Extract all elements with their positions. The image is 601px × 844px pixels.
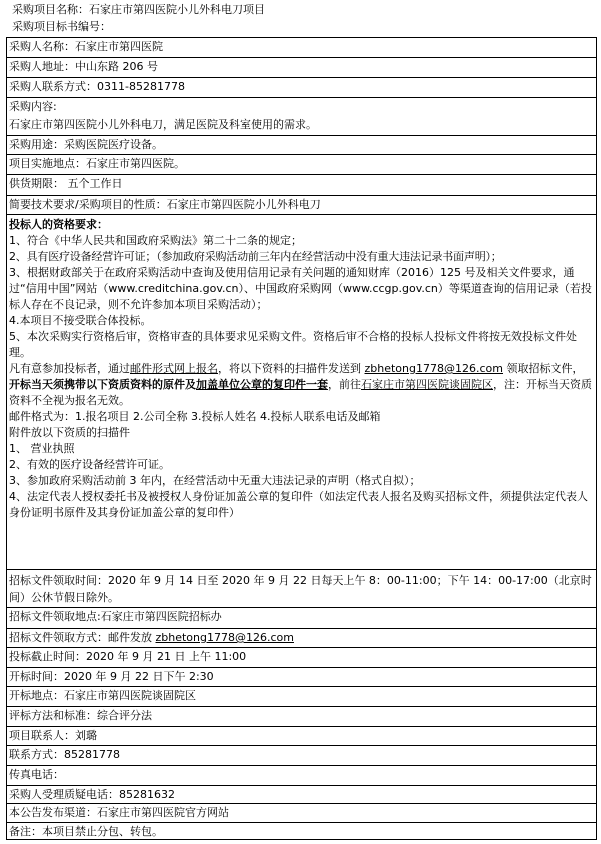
- project-location: 项目实施地点：石家庄市第四医院。: [6, 154, 596, 174]
- mail-format: 邮件格式为：1.报名项目 2.公司全称 3.投标人姓名 4.投标人联系电话及邮箱: [9, 410, 381, 423]
- purchase-content: [6, 97, 596, 135]
- evaluation-method: 评标方法和标准：综合评分法: [6, 706, 596, 726]
- registration-email-link[interactable]: zbhetong1778@126.com: [364, 362, 503, 375]
- purchaser-address: 采购人地址：中山东路 206 号: [6, 57, 596, 77]
- reg-requirement: 开标当天须携带以下资质资料的原件及: [9, 378, 196, 391]
- opening-place: 开标地点：石家庄市第四医院谈固院区: [6, 686, 596, 706]
- bidder-qualifications: [6, 214, 596, 569]
- fax-number: 传真电话：: [6, 765, 596, 785]
- qualification-item: 3、根据财政部关于在政府采购活动中查询及使用信用记录有关问题的通知财库（2016）125 号及相关文件要求，通过“信用中国”网站（www.creditchina.gov.cn）、中国政府采购网（www.ccgp.gov.cn）等渠道查询的信用记录（若投标人存在不良记录，则不允许参加本项目采购活动）；: [9, 266, 592, 311]
- qualification-item: 5、本次采购实行资格后审，资格审查的具体要求见采购文件。资格后审不合格的投标人投标文件将按无效投标文件处理。: [9, 330, 577, 359]
- reg-requirement-copy: 加盖单位公章的复印件一套: [196, 378, 328, 391]
- qualification-item: 1、符合《中华人民共和国政府采购法》第二十二条的规定；: [9, 234, 302, 247]
- reg-text: 凡有意参加投标者，通过: [9, 362, 130, 375]
- publish-channel: 本公告发布渠道：石家庄市第四医院官方网站: [6, 803, 596, 822]
- reg-text: ，前往: [328, 378, 361, 391]
- qualifications-title: 投标人的资格要求：: [9, 218, 108, 231]
- delivery-period: 供货期限： 五个工作日: [6, 174, 596, 195]
- reg-venue: 石家庄市第四医院谈固院区: [361, 378, 493, 391]
- remark: 备注：本项目禁止分包、转包。: [6, 822, 596, 840]
- project-name: 采购项目名称：石家庄市第四医院小儿外科电刀项目: [12, 3, 265, 16]
- document-collection-method: [6, 628, 596, 647]
- bid-deadline: 投标截止时间：2020 年 9 月 21 日 上午 11:00: [6, 647, 596, 667]
- purchaser-name: 采购人名称：石家庄市第四医院: [6, 37, 596, 57]
- attachment-item: 1、 营业执照: [9, 442, 75, 455]
- qualification-item: 2、具有医疗设备经营许可证；（参加政府采购活动前三年内在经营活动中没有重大违法记录书面声明）；: [9, 250, 502, 263]
- collection-email-link[interactable]: zbhetong1778@126.com: [155, 631, 294, 644]
- qualification-item: 4.本项目不接受联合体投标。: [9, 314, 152, 327]
- technical-requirements: 简要技术要求/采购项目的性质：石家庄市第四医院小儿外科电刀: [6, 195, 596, 214]
- attachment-item: 2、有效的医疗设备经营许可证。: [9, 458, 170, 471]
- document-collection-place: 招标文件领取地点:石家庄市第四医院招标办: [6, 607, 596, 628]
- attachment-item: 4、法定代表人授权委托书及被授权人身份证加盖公章的复印件（如法定代表人报名及购买招标文件，须提供法定代表人身份证明书原件及其身份证加盖公章的复印件）: [9, 490, 588, 519]
- reg-method: 邮件形式网上报名: [130, 362, 218, 375]
- reg-text: ，将以下资料的扫描件发送到: [218, 362, 365, 375]
- complaint-phone: 采购人受理质疑电话：85281632: [6, 785, 596, 803]
- purchase-purpose: 采购用途：采购医院医疗设备。: [6, 135, 596, 154]
- table-right-border: [596, 37, 597, 840]
- attachment-item: 3、参加政府采购活动前 3 年内，在经营活动中无重大违法记录的声明（格式自拟）；: [9, 474, 421, 487]
- purchase-content-text: 石家庄市第四医院小儿外科电刀，满足医院及科室使用的需求。: [9, 118, 317, 131]
- purchaser-contact: 采购人联系方式：0311-85281778: [6, 77, 596, 97]
- contact-phone: 联系方式：85281778: [6, 745, 596, 765]
- reg-note: ，注：开标当天资质资料不全视为报名无效。: [9, 378, 592, 407]
- reg-text: 领取招标文件，: [502, 362, 584, 375]
- method-label: 招标文件领取方式：邮件发放: [9, 631, 156, 644]
- opening-time: 开标时间：2020 年 9 月 22 日下午 2:30: [6, 667, 596, 686]
- purchase-content-label: 采购内容:: [9, 100, 57, 113]
- registration-instructions: [9, 361, 593, 409]
- project-contact-person: 项目联系人：刘璐: [6, 726, 596, 745]
- tender-number: 采购项目标书编号：: [12, 20, 111, 33]
- attachment-title: 附件放以下资质的扫描件: [9, 426, 130, 439]
- document-collection-time: 招标文件领取时间：2020 年 9 月 14 日至 2020 年 9 月 22 日每天上午 8：00-11:00；下午 14：00-17:00（北京时间）公休节假日除外。: [6, 569, 596, 607]
